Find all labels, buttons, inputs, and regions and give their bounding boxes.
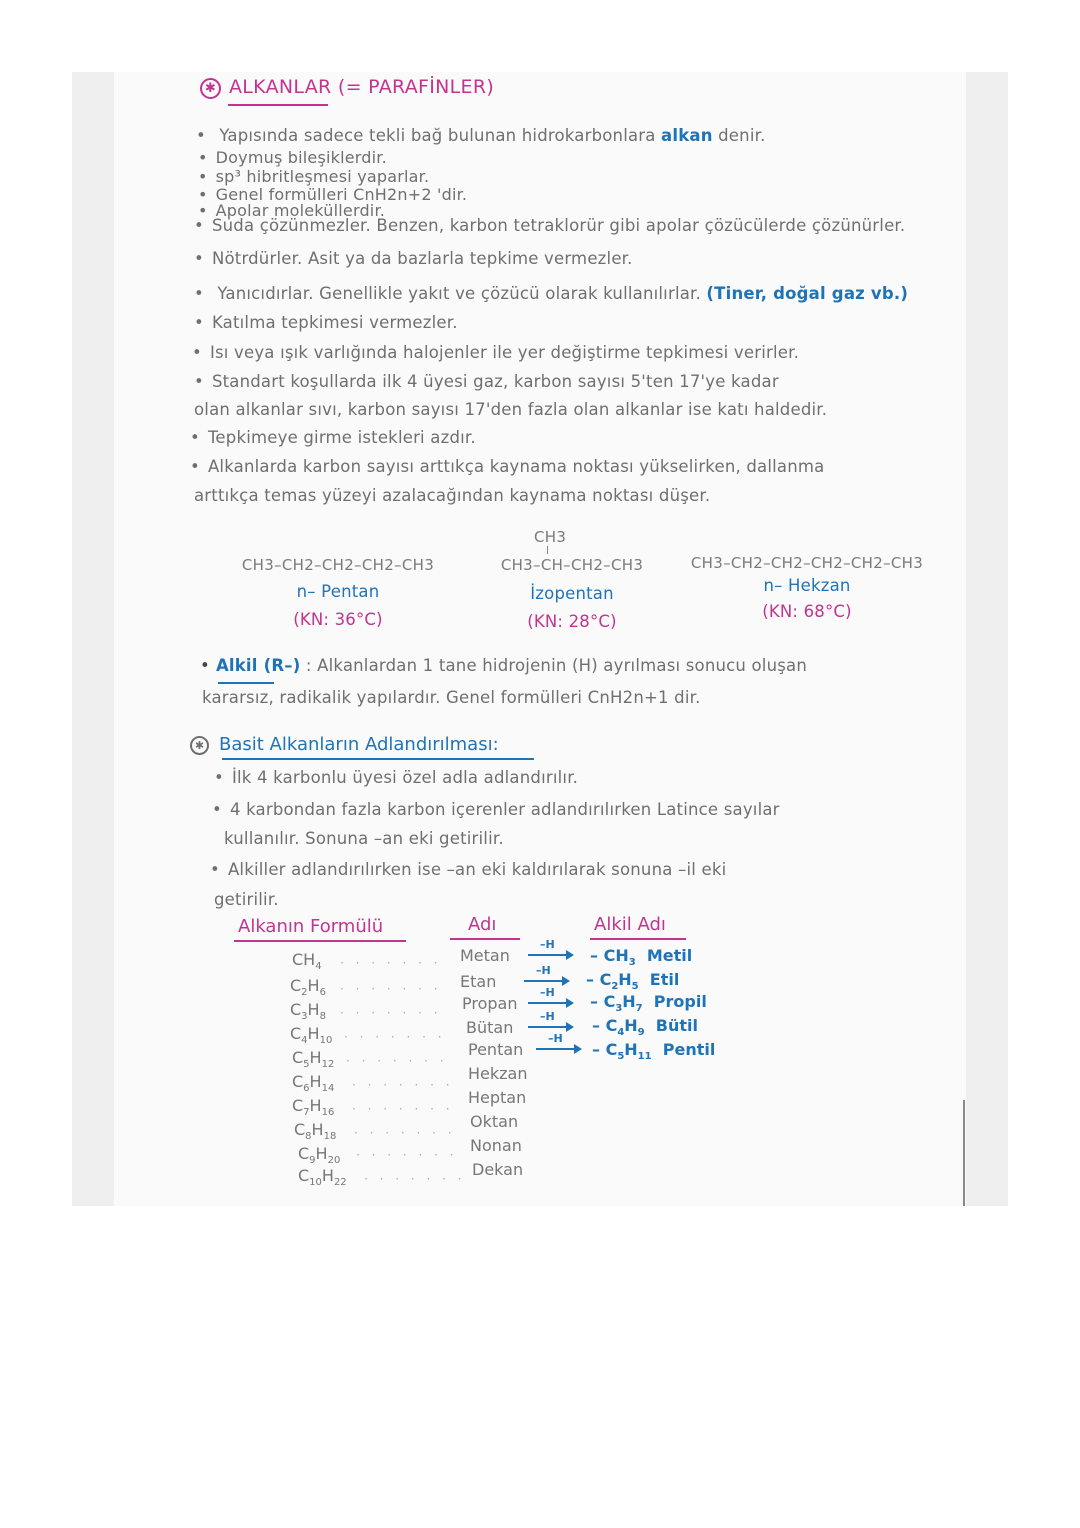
page-title — [200, 76, 494, 99]
bullet-reactivity — [190, 428, 476, 447]
bullet-text: Yapısında sadece tekli bağ bulunan hidrokarbonlara — [219, 126, 662, 145]
naming-title-underline — [222, 758, 534, 760]
structure-n-hexane-name: n– Hekzan — [763, 576, 851, 595]
arrow-label: –H — [540, 986, 555, 999]
table-header-name: Adı — [468, 914, 497, 935]
bullet-text: Yanıcıdırlar. Genellikle yakıt ve çözücü olarak kullanılırlar. — [217, 284, 707, 303]
table-row-formula: $CH_4$ — [292, 950, 322, 973]
table-row-formula: $C_9H_{20}$ — [298, 1144, 341, 1167]
table-row-alkyl: – $C_4H_9$ Bütil — [592, 1016, 698, 1039]
table-row-name: Bütan — [466, 1018, 514, 1037]
bullet-text: Isı veya ışık varlığında halojenler ile yer değiştirme tepkimesi verirler. — [209, 343, 800, 362]
table-row-alkyl: – $C_3H_7$ Propil — [590, 992, 707, 1015]
structure-isopentane-name: İzopentan — [530, 584, 614, 603]
structure-isopentane-formula: CH3–CH–CH2–CH3 — [500, 556, 644, 574]
title-text: ALKANLAR (= PARAFİNLER) — [229, 76, 495, 98]
arrow-label: –H — [540, 1010, 555, 1023]
bullet-text: denir. — [712, 126, 766, 145]
table-row-name: Oktan — [470, 1112, 519, 1131]
bullet-text: Genel formülleri CnH2n+2 'dir. — [215, 185, 468, 204]
bullet-text: arttıkça temas yüzeyi azalacağından kaynama noktası düşer. — [194, 486, 711, 505]
alkyl-text: : Alkanlardan 1 tane hidrojenin (H) ayrılması sonucu oluşan — [305, 656, 808, 675]
bullet-text: Alkiller adlandırılırken ise –an eki kaldırılarak sonuna –il eki — [227, 860, 727, 879]
structure-n-pentane-formula: CH3–CH2–CH2–CH2–CH3 — [241, 556, 435, 574]
arrow-label: –H — [540, 938, 555, 951]
naming-title-text: Basit Alkanların Adlandırılması: — [219, 734, 499, 755]
table-row-name: Dekan — [472, 1160, 524, 1179]
table-row-alkyl: – $C_2H_5$ Etil — [586, 970, 680, 993]
bullet-definition — [196, 126, 766, 145]
leader-dots: · · · · · · · — [352, 1078, 454, 1092]
leader-dots: · · · · · · · — [346, 1054, 448, 1068]
alkyl-name: Bütil — [655, 1016, 698, 1035]
structure-isopentane-bp: (KN: 28°C) — [527, 612, 617, 631]
table-row-formula: $C_7H_{16}$ — [292, 1096, 335, 1119]
bullet-text: Tepkimeye girme istekleri azdır. — [207, 428, 476, 447]
alkyl-name: Pentil — [662, 1040, 716, 1059]
title-underline — [228, 104, 328, 106]
bullet-text: Alkanlarda karbon sayısı arttıkça kaynama noktası yükselirken, dallanma — [207, 457, 825, 476]
table-row-formula: $C_8H_{18}$ — [294, 1120, 337, 1143]
bullet-addition — [194, 313, 458, 332]
structure-n-hexane-bp: (KN: 68°C) — [762, 602, 852, 621]
bullet-flammable — [194, 284, 908, 303]
minus-h-arrow-icon — [536, 1032, 582, 1058]
bullet-text: Standart koşullarda ilk 4 üyesi gaz, karbon sayısı 5'ten 17'ye kadar — [211, 372, 779, 391]
bullet-text: Suda çözünmezler. Benzen, karbon tetraklorür gibi apolar çözücülerde çözünürler. — [211, 216, 906, 235]
leader-dots: · · · · · · · — [340, 956, 442, 970]
bullet-text: 4 karbondan fazla karbon içerenler adlandırılırken Latince sayılar — [229, 800, 780, 819]
alkyl-term: Alkil (R–) — [215, 656, 301, 675]
highlight-alkan: alkan — [661, 126, 713, 145]
bullet-dot: • — [200, 656, 210, 675]
bullet-halogen — [192, 343, 799, 362]
arrow-label: –H — [536, 964, 551, 977]
table-row-formula: $C_6H_{14}$ — [292, 1072, 335, 1095]
table-row-name: Pentan — [468, 1040, 524, 1059]
bullet-text: sp³ hibritleşmesi yaparlar. — [215, 167, 430, 186]
alkyl-definition-line1 — [200, 656, 807, 675]
naming-bullet-2 — [212, 800, 780, 819]
table-row-name: Nonan — [470, 1136, 522, 1155]
leader-dots: · · · · · · · — [340, 1006, 442, 1020]
bullet-text: Nötrdürler. Asit ya da bazlarla tepkime vermezler. — [211, 249, 633, 268]
naming-bullet-3 — [210, 860, 726, 879]
table-header-formula: Alkanın Formülü — [238, 916, 384, 937]
bullet-text: olan alkanlar sıvı, karbon sayısı 17'den fazla olan alkanlar ise katı haldedir. — [194, 400, 828, 419]
minus-h-arrow-icon — [528, 938, 574, 964]
leader-dots: · · · · · · · — [356, 1148, 458, 1162]
bullet-states-1 — [194, 372, 779, 391]
table-row-formula: $C_5H_{12}$ — [292, 1048, 335, 1071]
bullet-saturated — [198, 148, 387, 167]
leader-dots: · · · · · · · — [340, 982, 442, 996]
bullet-text: Katılma tepkimesi vermezler. — [211, 313, 458, 332]
structure-n-pentane-bp: (KN: 36°C) — [293, 610, 383, 629]
naming-bullet-1 — [214, 768, 578, 787]
table-row-name: Etan — [460, 972, 497, 991]
table-row-alkyl: – $C_5H_{11}$ Pentil — [592, 1040, 716, 1063]
header-underline — [590, 938, 686, 940]
bullet-boiling-2 — [194, 486, 710, 505]
page-edge-line — [963, 1100, 965, 1206]
alkyl-definition-line2: kararsız, radikalik yapılardır. Genel formülleri CnH2n+1 dir. — [202, 688, 701, 707]
leader-dots: · · · · · · · — [352, 1102, 454, 1116]
examples-highlight: (Tiner, doğal gaz vb.) — [706, 284, 909, 303]
asterisk-circle-icon: ✱ — [200, 78, 221, 99]
table-header-alkyl: Alkil Adı — [594, 914, 666, 935]
header-underline — [234, 940, 406, 942]
bullet-text: İlk 4 karbonlu üyesi özel adla adlandırılır. — [231, 768, 579, 787]
table-row-formula: $C_{10}H_{22}$ — [298, 1166, 347, 1189]
bullet-neutral — [194, 249, 633, 268]
table-row-formula: $C_2H_6$ — [290, 976, 326, 999]
table-row-name: Hekzan — [468, 1064, 528, 1083]
naming-bullet-3-cont: getirilir. — [214, 890, 279, 909]
leader-dots: · · · · · · · — [344, 1030, 446, 1044]
bullet-text: Apolar moleküllerdir. — [215, 201, 386, 220]
alkyl-name: Etil — [649, 970, 680, 989]
alkyl-name: Metil — [646, 946, 693, 965]
structure-n-hexane-formula: CH3–CH2–CH2–CH2–CH2–CH3 — [690, 554, 924, 572]
naming-bullet-2-cont: kullanılır. Sonuna –an eki getirilir. — [224, 829, 504, 848]
bullet-sp3 — [198, 167, 430, 186]
bullet-formula — [198, 185, 468, 204]
alkyl-term-underline — [218, 682, 274, 684]
table-row-name: Propan — [462, 994, 518, 1013]
table-row-name: Heptan — [468, 1088, 527, 1107]
bullet-text: Doymuş bileşiklerdir. — [215, 148, 387, 167]
table-row-alkyl: – $CH_3$ Metil — [590, 946, 693, 969]
leader-dots: · · · · · · · — [354, 1126, 456, 1140]
structure-n-pentane-name: n– Pentan — [296, 582, 380, 601]
table-row-formula: $C_4H_{10}$ — [290, 1024, 333, 1047]
branch-bond — [547, 546, 548, 554]
table-row-formula: $C_3H_8$ — [290, 1000, 326, 1023]
arrow-label: –H — [548, 1032, 563, 1045]
header-underline — [450, 938, 520, 940]
structure-isopentane-branch: CH3 — [534, 528, 567, 546]
minus-h-arrow-icon — [528, 986, 574, 1012]
leader-dots: · · · · · · · — [364, 1172, 466, 1186]
bullet-states-2 — [194, 400, 827, 419]
table-row-name: Metan — [460, 946, 510, 965]
bullet-boiling-1 — [190, 457, 824, 476]
bullet-solubility — [194, 216, 905, 235]
alkyl-name: Propil — [653, 992, 707, 1011]
asterisk-circle-icon: ✱ — [190, 736, 209, 755]
naming-section-title — [190, 734, 499, 755]
